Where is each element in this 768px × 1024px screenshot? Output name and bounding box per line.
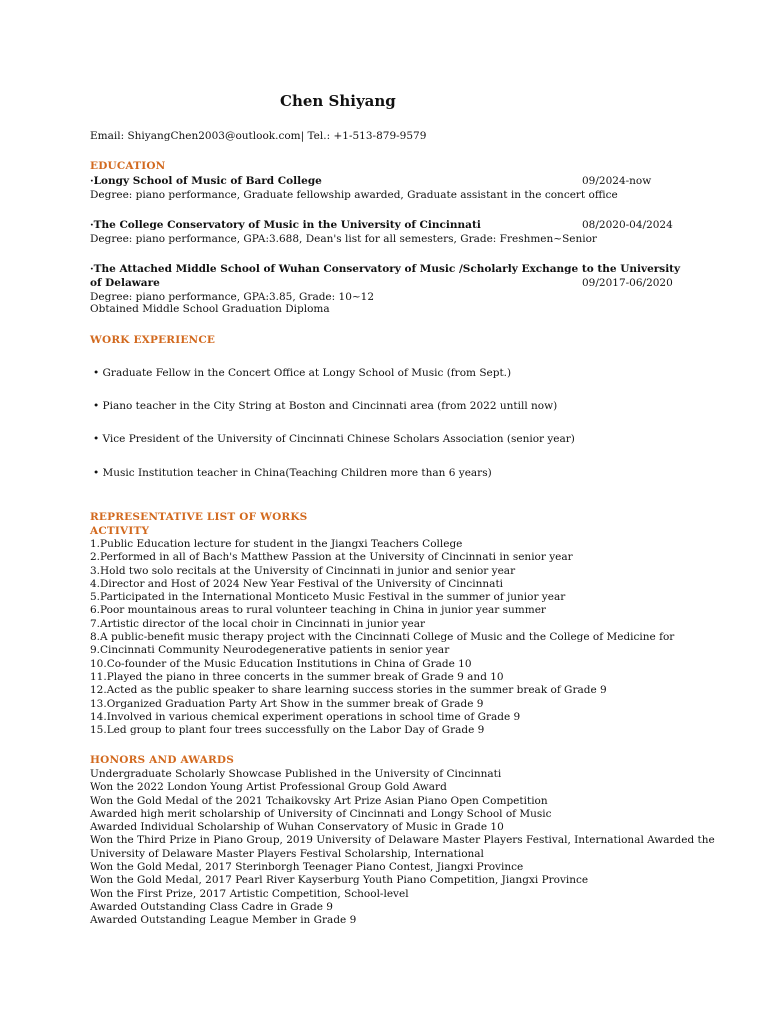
school-date: 09/2024-now <box>582 175 652 187</box>
works-heading: REPRESENTATIVE LIST OF WORKS <box>90 511 308 523</box>
school-title: ·The College Conservatory of Music in the University of Cincinnati <box>90 219 481 231</box>
honors-heading: HONORS AND AWARDS <box>90 754 234 766</box>
school-title: ·Longy School of Music of Bard College <box>90 175 322 187</box>
activity-item: 6.Poor mountainous areas to rural volunteer teaching in China in junior year summer <box>90 604 546 617</box>
activity-item: 15.Led group to plant four trees successfully on the Labor Day of Grade 9 <box>90 724 485 737</box>
school-date: 08/2020-04/2024 <box>582 219 673 231</box>
activity-item: 10.Co-founder of the Music Education Institutions in China of Grade 10 <box>90 657 472 670</box>
work-item: • Music Institution teacher in China(Teaching Children more than 6 years) <box>93 467 492 479</box>
work-item: • Graduate Fellow in the Concert Office at Longy School of Music (from Sept.) <box>93 367 512 379</box>
school-detail: Obtained Middle School Graduation Diploma <box>90 303 330 315</box>
activity-item: 4.Director and Host of 2024 New Year Festival of the University of Cincinnati <box>90 577 504 590</box>
honor-item: Undergraduate Scholarly Showcase Published in the University of Cincinnati <box>90 768 502 780</box>
work-item: • Vice President of the University of Cincinnati Chinese Scholars Association (senior year) <box>93 433 575 445</box>
school-detail: Degree: piano performance, GPA:3.85, Grade: 10~12 <box>90 291 375 303</box>
work-heading: WORK EXPERIENCE <box>90 334 216 346</box>
contact-line: Email: ShiyangChen2003@outlook.com| Tel.: +1-513-879-9579 <box>90 130 427 142</box>
honor-item: Won the Third Prize in Piano Group, 2019 University of Delaware Master Players Festival, International Awarded the <box>90 834 715 847</box>
activity-item: 14.Involved in various chemical experiment operations in school time of Grade 9 <box>90 710 521 723</box>
honor-item: Won the First Prize, 2017 Artistic Competition, School-level <box>90 887 409 900</box>
activity-item: 3.Hold two solo recitals at the University of Cincinnati in junior and senior year <box>90 564 516 577</box>
honor-item: Awarded Outstanding Class Cadre in Grade 9 <box>90 900 333 913</box>
honor-item: Awarded high merit scholarship of University of Cincinnati and Longy School of Music <box>90 807 552 820</box>
honor-item: Won the 2022 London Young Artist Professional Group Gold Award <box>90 781 447 794</box>
activity-list <box>90 538 674 737</box>
honor-item: Won the Gold Medal of the 2021 Tchaikovsky Art Prize Asian Piano Open Competition <box>90 794 548 807</box>
activity-item: 13.Organized Graduation Party Art Show in the summer break of Grade 9 <box>90 697 484 710</box>
work-item: • Piano teacher in the City String at Boston and Cincinnati area (from 2022 untill now) <box>93 400 558 412</box>
education-heading: EDUCATION <box>90 160 166 172</box>
activity-item: 12.Acted as the public speaker to share learning success stories in the summer break of Grade 9 <box>90 684 607 697</box>
honor-item: Awarded Individual Scholarship of Wuhan Conservatory of Music in Grade 10 <box>90 821 504 834</box>
activity-item: 5.Participated in the International Monticeto Music Festival in the summer of junior year <box>90 591 566 604</box>
honor-item: University of Delaware Master Players Festival Scholarship, International <box>90 847 484 860</box>
honor-item: Awarded Outstanding League Member in Grade 9 <box>90 914 357 927</box>
school-title-continued: of Delaware <box>90 277 160 289</box>
activity-item: 1.Public Education lecture for student in the Jiangxi Teachers College <box>90 538 463 550</box>
resume-name: Chen Shiyang <box>280 92 396 110</box>
school-date: 09/2017-06/2020 <box>582 277 673 289</box>
activity-item: 7.Artistic director of the local choir in Cincinnati in junior year <box>90 617 426 630</box>
school-detail: Degree: piano performance, GPA:3.688, Dean's list for all semesters, Grade: Freshmen~Senior <box>90 233 597 245</box>
activity-item: 2.Performed in all of Bach's Matthew Passion at the University of Cincinnati in senior year <box>90 551 573 564</box>
honors-list <box>90 768 715 928</box>
honor-item: Won the Gold Medal, 2017 Sterinborgh Teenager Piano Contest, Jiangxi Province <box>90 861 524 874</box>
activity-item: 8.A public-benefit music therapy project with the Cincinnati College of Music and the College of Medicine for <box>90 631 675 644</box>
activity-item: 11.Played the piano in three concerts in the summer break of Grade 9 and 10 <box>90 670 504 683</box>
school-detail: Degree: piano performance, Graduate fellowship awarded, Graduate assistant in the concert office <box>90 189 618 201</box>
honor-item: Won the Gold Medal, 2017 Pearl River Kayserburg Youth Piano Competition, Jiangxi Province <box>90 874 589 887</box>
activity-item: 9.Cincinnati Community Neurodegenerative patients in senior year <box>90 644 450 657</box>
activity-subheading: ACTIVITY <box>90 525 150 537</box>
school-title: ·The Attached Middle School of Wuhan Conservatory of Music /Scholarly Exchange to the University <box>90 263 681 275</box>
